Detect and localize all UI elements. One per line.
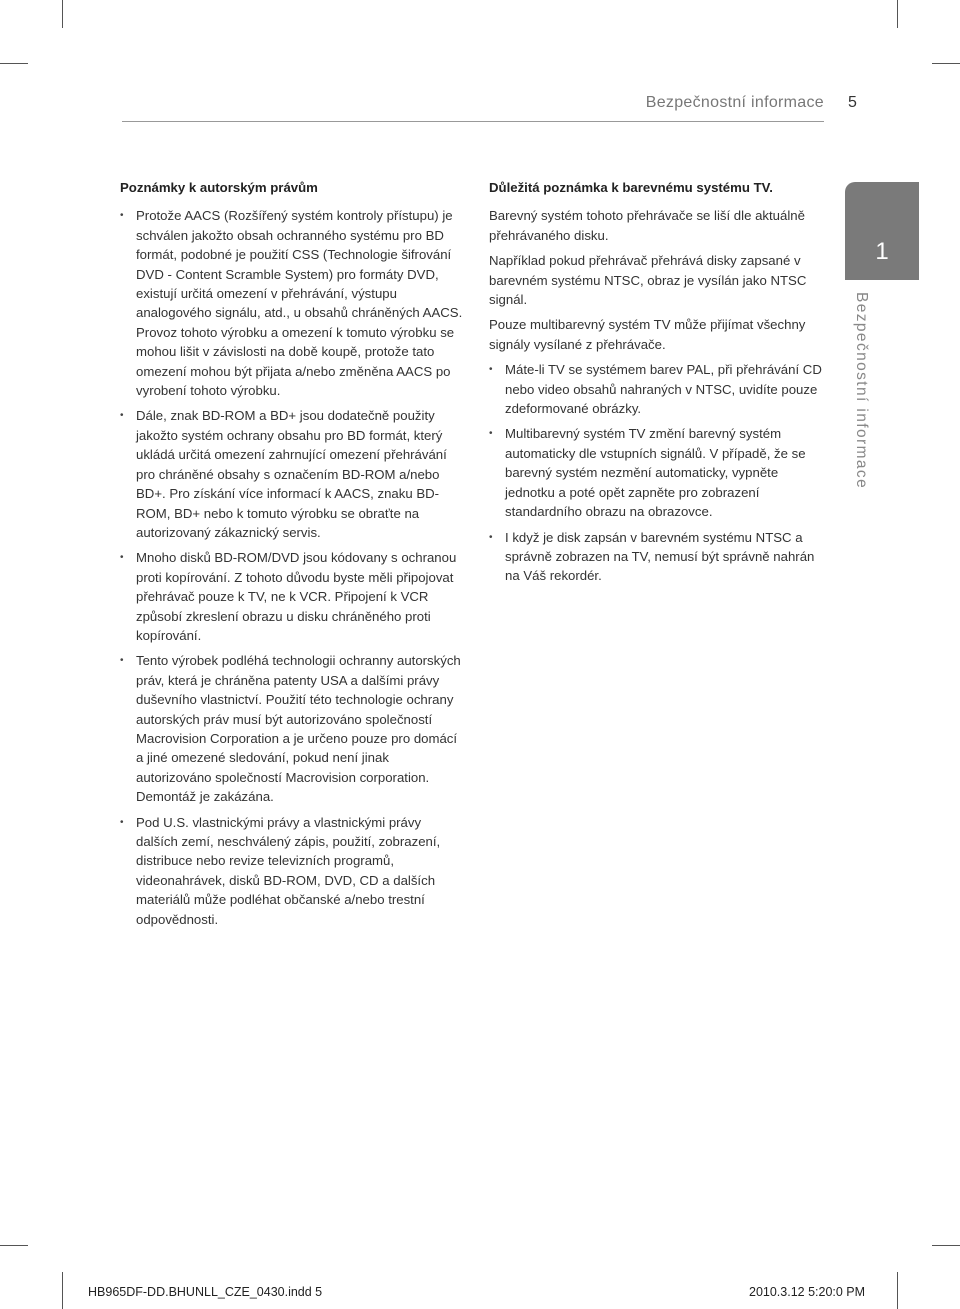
list-item: • Multibarevný systém TV změní barevný systém automaticky dle vstupních signálů. V případě, že se barevný systém nezmění automaticky, vypněte jednotku a poté opět zapněte pro zobrazení standardního obrazu na obrazovce. [487,424,827,521]
print-timestamp: 2010.3.12 5:20:0 PM [749,1285,866,1299]
crop-mark [62,1272,63,1309]
section-heading: Důležitá poznámka k barevnému systému TV. [489,180,773,195]
chapter-label: Bezpečnostní informace [853,292,870,490]
section-heading: Poznámky k autorským právům [120,180,318,195]
list-item: • Dále, znak BD-ROM a BD+ jsou dodatečně použity jakožto systém ochrany obsahu pro BD formát, který ukládá určitá omezení zahrnující omezení přehrávání pro chráněné obsahy s označením BD-ROM a/nebo BD+. Pro získání více informací k AACS, znaku BD-ROM, BD+ nebo k tomuto výrobku se obraťte na autorizovaný zákaznický servis. [118,406,463,542]
paragraph: Například pokud přehrávač přehrává disky zapsané v barevném systému NTSC, obraz je vysílán jako NTSC signál. [489,253,807,308]
list-item: • I když je disk zapsán v barevném systému NTSC a správně zobrazen na TV, nemusí být správně nahrán na Váš rekordér. [487,528,827,586]
list-item: • Tento výrobek podléhá technologii ochranny autorských práv, která je chráněna patenty USA a dalšími právy duševního vlastnictví. Použití této technologie ochrany autorských práv musí být autorizováno společností Macrovision Corporation a je určeno pouze pro domácí a jiné omezené sledování, pokud není jinak autorizováno společností Macrovision corporation. Demontáž je zakázána. [118,651,463,806]
left-column [118,178,463,935]
crop-mark [897,0,898,28]
list-item: • Máte-li TV se systémem barev PAL, při přehrávání CD nebo video obsahů nahraných v NTSC, uvidíte pouze zdeformované obrázky. [487,360,827,418]
header-divider [122,121,824,122]
crop-mark [932,63,960,64]
page-number: 5 [848,94,857,111]
list-item: • Protože AACS (Rozšířený systém kontroly přístupu) je schválen jakožto obsah ochranného systému pro BD formát, podobné je použití CSS (Technologie šifrování DVD - Content Scramble System) pro formáty DVD, existují určitá omezení v přehrávání, výstupu analogového signálu, atd., u obsahů chráněných AACS. Provoz tohoto výrobku a omezení k tomuto výrobku se mohou lišit v závislosti na době koupě, protože tato omezení mohou být přijata a/nebo změněna AACS po vyrobení tohoto výrobku. [118,206,463,400]
bullet-list [487,360,827,585]
right-column [487,178,827,592]
chapter-tab [845,182,919,280]
chapter-number: 1 [875,238,889,265]
crop-mark [897,1272,898,1309]
crop-mark [0,1245,28,1246]
paragraph: Pouze multibarevný systém TV může přijímat všechny signály vysílané z přehrávače. [489,317,806,352]
crop-mark [932,1245,960,1246]
list-item: • Pod U.S. vlastnickými právy a vlastnickými právy dalších zemí, neschválený zápis, použití, zobrazení, distribuce nebo revize televizních programů, videonahrávek, disků BD-ROM, DVD, CD a dalších materiálů může podléhat občanské a/nebo trestní odpovědnosti. [118,813,463,929]
paragraph: Barevný systém tohoto přehrávače se liší dle aktuálně přehrávaného disku. [489,208,805,243]
print-file-info: HB965DF-DD.BHUNLL_CZE_0430.indd 5 [88,1285,323,1299]
list-item: • Mnoho disků BD-ROM/DVD jsou kódovany s ochranou proti kopírování. Z tohoto důvodu byste měli připojovat přehrávač pouze k TV, ne k VCR. Připojení k VCR způsobí zkreslení obrazu u disku chráněného proti kopírování. [118,548,463,645]
crop-mark [0,63,28,64]
header-title: Bezpečnostní informace [645,94,824,111]
bullet-list [118,206,463,929]
crop-mark [62,0,63,28]
